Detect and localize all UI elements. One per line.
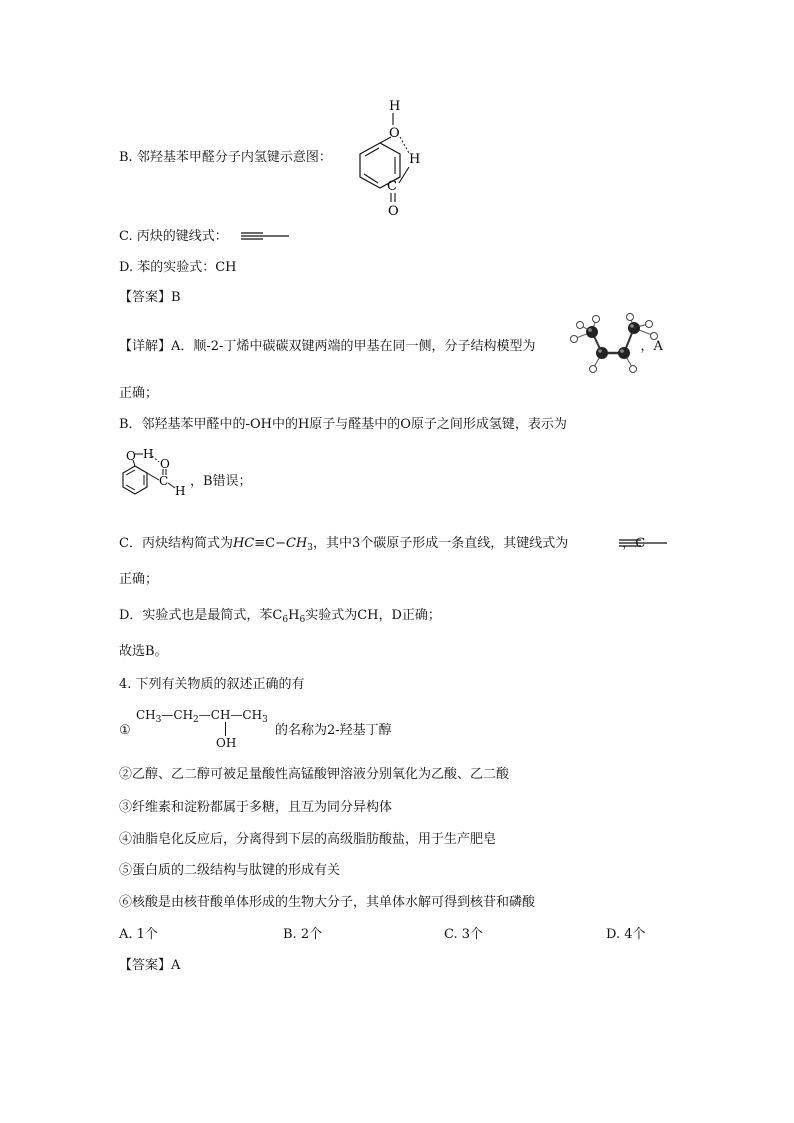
explanation-d xyxy=(119,607,441,625)
explanation-a-cont: 正确； xyxy=(119,386,159,401)
q3-answer: 【答案】B xyxy=(119,290,181,305)
struct-oh: OH xyxy=(216,736,237,750)
explanation-d-h: H xyxy=(288,608,300,623)
option-d-text: D. 苯的实验式：CH xyxy=(119,260,237,275)
q4-item1-marker: ① xyxy=(119,723,131,738)
conclusion: 故选B。 xyxy=(119,644,168,659)
small-atom-o2: O xyxy=(160,457,170,471)
small-atom-h: H xyxy=(143,447,154,461)
propyne-bond-line xyxy=(241,231,291,241)
q4-item3: ③纤维素和淀粉都属于多糖，且互为同分异构体 xyxy=(119,800,393,815)
explanation-d-sub6a: 6 xyxy=(282,615,289,625)
formula-sub3: 3 xyxy=(307,543,314,553)
q4-answer: 【答案】A xyxy=(119,958,181,973)
q4-item6: ⑥核酸是由核苷酸单体形成的生物大分子，其单体水解可得到核苷和磷酸 xyxy=(119,895,536,910)
struct-ch: —CH—CH xyxy=(198,708,263,722)
atom-o-top: O xyxy=(389,126,400,141)
q4-option-c: C. 3个 xyxy=(444,927,484,942)
explanation-d-suffix: 实验式为CH，D正确； xyxy=(305,608,441,623)
option-c-label: C. 丙炔的键线式： xyxy=(119,229,228,244)
explanation-a-prefix: 【详解】A．顺-2-丁烯中碳碳双键两端的甲基在同一侧，分子结构模型为 xyxy=(119,339,536,354)
salicylaldehyde-hbond-diagram xyxy=(345,95,445,220)
atom-c: C xyxy=(387,179,397,194)
q4-item1-structure xyxy=(136,707,268,723)
explanation-d-prefix: D．实验式也是最简式，苯C xyxy=(119,608,283,623)
formula-triple: ≡C− xyxy=(254,536,286,551)
q4-item1-suffix: 的名称为2-羟基丁醇 xyxy=(275,723,392,738)
struct-ch3a: CH xyxy=(136,708,156,722)
small-atom-h2: H xyxy=(175,484,186,498)
q4-item4: ④油脂皂化反应后，分离得到下层的高级脂肪酸盐，用于生产肥皂 xyxy=(119,832,497,847)
struct-sub3b: 3 xyxy=(262,715,268,725)
explanation-b: B．邻羟基苯甲醛中的-OH中的H原子与醛基中的O原子之间形成氢键，表示为 xyxy=(119,417,567,432)
formula-hc: HC xyxy=(232,536,255,551)
explanation-b-suffix: ，B错误； xyxy=(190,474,252,489)
small-atom-c: C xyxy=(159,474,169,488)
struct-vertical-bond xyxy=(225,722,226,736)
q4-stem: 4. 下列有关物质的叙述正确的有 xyxy=(119,677,305,692)
q4-option-b: B. 2个 xyxy=(283,927,323,942)
cis-2-butene-model xyxy=(568,315,668,375)
struct-sub3a: 3 xyxy=(155,715,162,725)
propyne-bond-line-2 xyxy=(619,538,669,548)
q4-item2: ②乙醇、乙二醇可被足量酸性高锰酸钾溶液分别氧化为乙酸、乙二酸 xyxy=(119,767,510,782)
salicylaldehyde-small-diagram xyxy=(119,448,199,498)
atom-h-top: H xyxy=(389,99,401,114)
struct-sub2: 2 xyxy=(193,715,199,725)
q4-option-d: D. 4个 xyxy=(606,927,646,942)
atom-h-bond: H xyxy=(409,152,421,167)
explanation-c-suffix: ，C xyxy=(622,536,646,551)
small-atom-o: O xyxy=(126,449,136,463)
explanation-c-cont: 正确； xyxy=(119,572,159,587)
q4-option-a: A. 1个 xyxy=(119,927,158,942)
atom-o-bottom: O xyxy=(388,204,399,219)
option-b-label: B. 邻羟基苯甲醛分子内氢键示意图： xyxy=(119,150,332,165)
explanation-a-suffix: ，A xyxy=(640,339,663,354)
q4-item5: ⑤蛋白质的二级结构与肽键的形成有关 xyxy=(119,863,341,878)
explanation-c xyxy=(119,535,645,553)
explanation-c-mid: ，其中3个碳原子形成一条直线，其键线式为 xyxy=(313,536,569,551)
formula-ch: CH xyxy=(285,536,308,551)
struct-ch2: —CH xyxy=(161,708,194,722)
explanation-c-prefix: C．丙炔结构简式为 xyxy=(119,536,233,551)
explanation-d-sub6b: 6 xyxy=(299,615,306,625)
